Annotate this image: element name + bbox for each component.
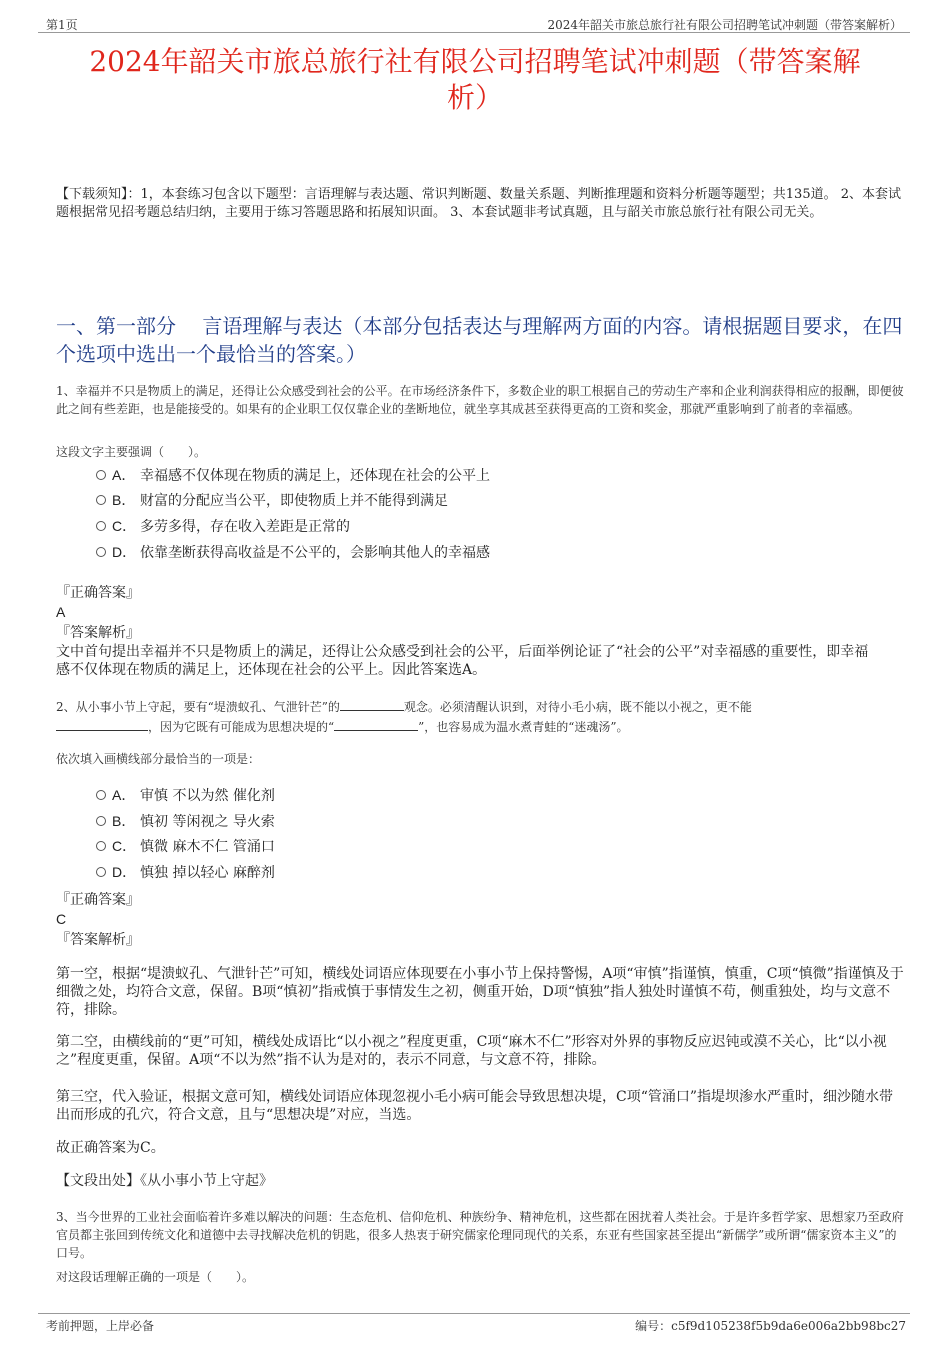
radio-icon[interactable]	[96, 841, 106, 851]
radio-icon[interactable]	[96, 867, 106, 877]
q1-answer: A	[56, 604, 66, 620]
header-doc-title: 2024年韶关市旅总旅行社有限公司招聘笔试冲刺题（带答案解析）	[547, 18, 902, 32]
q3-prompt: 对这段话理解正确的一项是（ ）。	[56, 1270, 255, 1284]
q1-option-d[interactable]: D． 依靠垄断获得高收益是不公平的，会影响其他人的幸福感	[96, 543, 490, 562]
radio-icon[interactable]	[96, 470, 106, 480]
q2-analysis-para-4: 故正确答案为C。	[56, 1140, 165, 1156]
q1-option-c[interactable]: C． 多劳多得，存在收入差距是正常的	[96, 517, 350, 536]
radio-icon[interactable]	[96, 816, 106, 826]
download-notice: 【下载须知】：1，本套练习包含以下题型：言语理解与表达题、常识判断题、数量关系题、判断推理题和资料分析题等题型；共135道。 2、本套试题根据常见招考题总结归纳，主要用于练习答题思路和拓展知识面。 3、本套试题非考试真题，且与韶关市旅总旅行社有限公司无关。	[56, 187, 901, 220]
radio-icon[interactable]	[96, 547, 106, 557]
footer-slogan: 考前押题，上岸必备	[46, 1319, 155, 1333]
q2-source: 【文段出处】《从小事小节上守起》	[56, 1173, 273, 1189]
q2-option-c[interactable]: C． 慎微 麻木不仁 管涌口	[96, 837, 275, 856]
q2-option-d[interactable]: D． 慎独 掉以轻心 麻醉剂	[96, 863, 275, 882]
title-line-2: 析）	[446, 81, 503, 114]
q1-answer-label: 『正确答案』	[56, 585, 140, 601]
section-heading: 一、第一部分 言语理解与表达（本部分包括表达与理解两方面的内容。请根据题目要求，在四个选项中选出一个最恰当的答案。）	[56, 314, 903, 366]
q2-option-b[interactable]: B． 慎初 等闲视之 导火索	[96, 812, 275, 831]
page-number: 第1页	[46, 18, 78, 32]
radio-icon[interactable]	[96, 495, 106, 505]
footer-doc-id: 编号：c5f9d105238f5b9da6e006a2bb98bc27	[635, 1319, 906, 1333]
q2-analysis-para-1: 第一空，根据“堤溃蚁孔、气泄针芒”可知，横线处词语应体现要在小事小节上保持警惕，A项“审慎”指谨慎，慎重，C项“慎微”指谨慎及于细微之处，均符合文意，保留。B项“慎初”指戒慎于事情发生之初，侧重开始，D项“慎独”指人独处时谨慎不苟，侧重独处，均与文意不符，排除。	[56, 966, 904, 1018]
title-line-1: 2024年韶关市旅总旅行社有限公司招聘笔试冲刺题（带答案解	[89, 45, 861, 78]
q2-option-a[interactable]: A． 审慎 不以为然 催化剂	[96, 786, 275, 805]
q2-answer-label: 『正确答案』	[56, 892, 140, 908]
q2-analysis-label: 『答案解析』	[56, 932, 140, 948]
page-footer	[38, 1313, 910, 1334]
q2-analysis-para-2: 第二空，由横线前的“更”可知，横线处成语比“以小视之”程度更重，C项“麻木不仁”形容对外界的事物反应迟钝或漠不关心，比“以小视之”程度更重，保留。A项“不以为然”指不认为是对的，表示不同意，与文意不符，排除。	[56, 1034, 887, 1068]
document-title	[40, 44, 910, 116]
q1-analysis-label: 『答案解析』	[56, 625, 140, 641]
q2-answer: C	[56, 911, 67, 927]
radio-icon[interactable]	[96, 521, 106, 531]
q1-analysis: 文中首句提出幸福并不只是物质上的满足，还得让公众感受到社会的公平，后面举例论证了“社会的公平”对幸福感的重要性，即幸福感不仅体现在物质的满足上，还体现在社会的公平上。因此答案选A。	[56, 644, 869, 678]
blank-3	[334, 718, 418, 731]
page-header	[38, 14, 910, 33]
radio-icon[interactable]	[96, 790, 106, 800]
q1-prompt: 这段文字主要强调（ ）。	[56, 445, 207, 459]
q1-option-b[interactable]: B． 财富的分配应当公平，即使物质上并不能得到满足	[96, 491, 448, 510]
blank-1	[340, 698, 404, 711]
q1-option-a[interactable]: A． 幸福感不仅体现在物质的满足上，还体现在社会的公平上	[96, 466, 490, 485]
q2-prompt: 依次填入画横线部分最恰当的一项是：	[56, 752, 261, 766]
blank-2	[56, 718, 148, 731]
q2-stem: 2、从小事小节上守起，要有“堤溃蚁孔、气泄针芒”的 观念。必须清醒认识到，对待小毛小病，既不能以小视之，更不能 ，因为它既有可能成为思想决堤的“ ”，也容易成为温水煮青蛙的“迷魂汤”。	[56, 700, 752, 734]
q2-analysis-para-3: 第三空，代入验证，根据文意可知，横线处词语应体现忽视小毛小病可能会导致思想决堤，C项“管涌口”指堤坝渗水严重时，细沙随水带出而形成的孔穴，符合文意，且与“思想决堤”对应，当选。	[56, 1089, 894, 1123]
q1-stem: 1、幸福并不只是物质上的满足，还得让公众感受到社会的公平。在市场经济条件下，多数企业的职工根据自己的劳动生产率和企业利润获得相应的报酬，即便彼此之间有些差距，也是能接受的。如果有的企业职工仅仅靠企业的垄断地位，就坐享其成甚至获得更高的工资和奖金，那就严重影响到了前者的幸福感。	[56, 384, 904, 416]
q3-stem: 3、当今世界的工业社会面临着许多难以解决的问题：生态危机、信仰危机、种族纷争、精神危机，这些都在困扰着人类社会。于是许多哲学家、思想家乃至政府官员都主张回到传统文化和道德中去寻找解决危机的钥匙，很多人热衷于研究儒家伦理同现代的关系，东亚有些国家甚至提出“新儒学”或所谓“儒家资本主义”的口号。	[56, 1210, 904, 1260]
